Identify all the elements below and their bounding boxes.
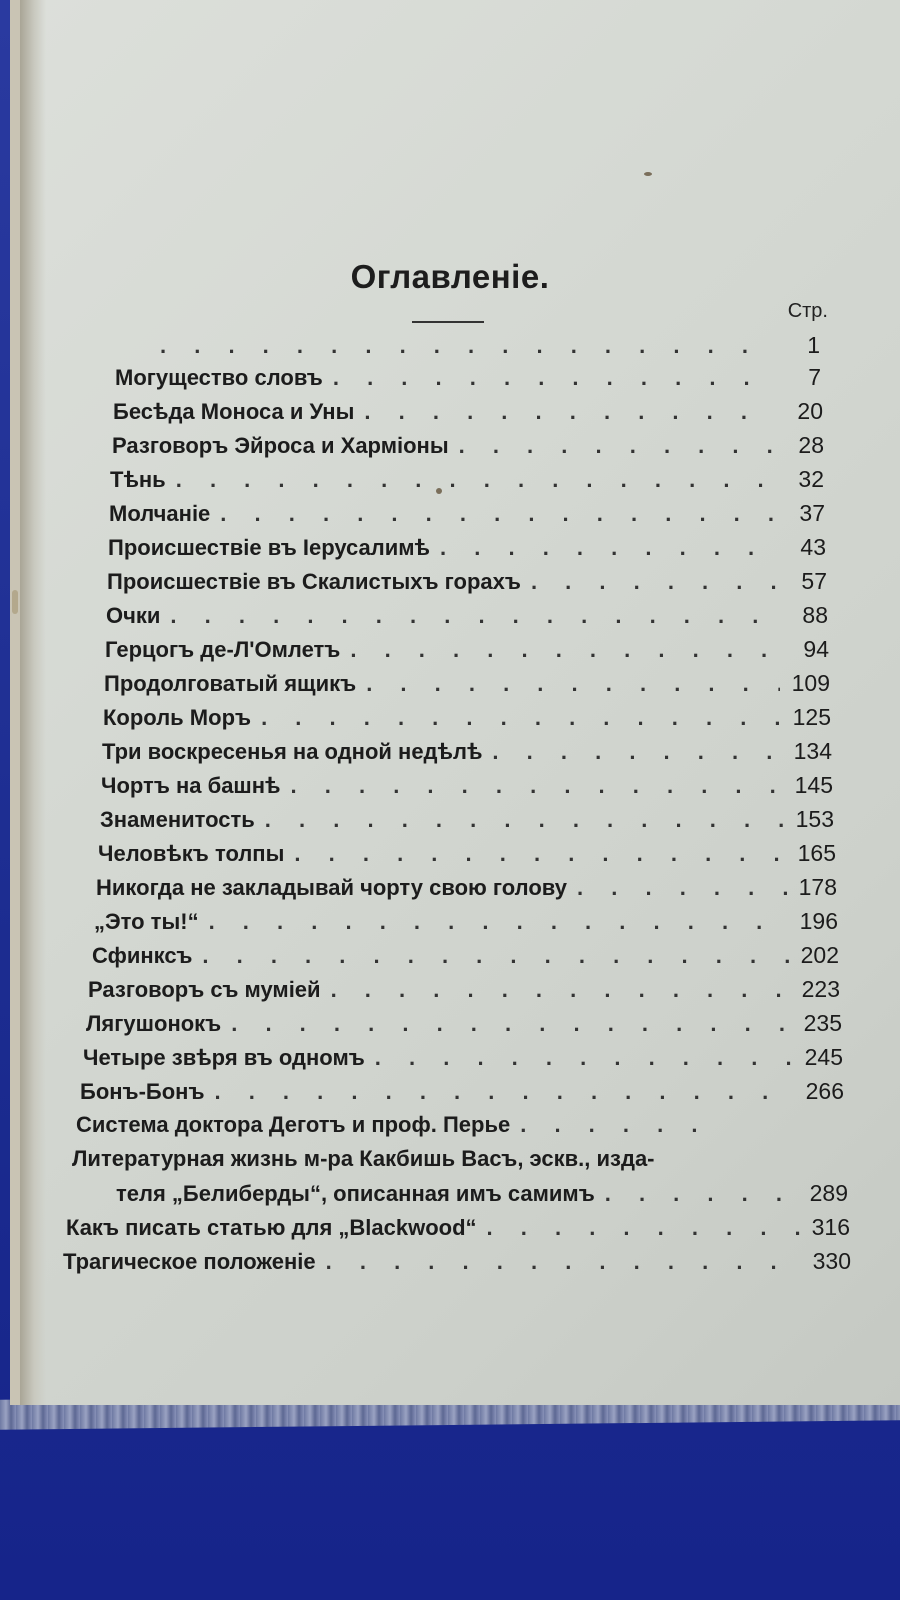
entry-page: 88 <box>802 602 828 628</box>
entry-page: 202 <box>800 942 839 968</box>
toc-entry <box>83 1044 843 1071</box>
entry-title: Король Моръ <box>103 705 252 730</box>
entry-title: Какъ писать статью для „Blackwood“ <box>66 1215 477 1240</box>
toc-entry <box>66 1214 850 1241</box>
entry-title: Тѣнь <box>110 467 166 492</box>
leader-dots <box>202 943 789 969</box>
toc-entry <box>63 1248 851 1275</box>
toc-entry <box>150 332 820 359</box>
leader-dots <box>366 671 780 697</box>
leader-dots <box>577 875 787 901</box>
entry-page: 37 <box>799 500 825 526</box>
toc-entry <box>88 976 840 1003</box>
entry-page: 178 <box>798 874 837 900</box>
leader-dots <box>170 603 778 629</box>
entry-page: 94 <box>803 636 829 662</box>
entry-page: 165 <box>797 840 836 866</box>
leader-dots <box>350 637 779 663</box>
entry-title: Разговоръ съ муміей <box>88 977 321 1002</box>
toc-entry <box>101 772 833 799</box>
entry-page: 20 <box>797 398 823 424</box>
entry-title: Бесѣда Моноса и Уны <box>113 399 355 424</box>
entry-page: 245 <box>804 1044 843 1070</box>
toc-entry <box>103 704 831 731</box>
paper-speck <box>436 488 442 494</box>
entry-page: 289 <box>809 1180 848 1206</box>
toc-entry <box>112 432 824 459</box>
leader-dots <box>364 399 773 425</box>
toc-entry <box>86 1010 842 1037</box>
toc-entry <box>92 942 839 969</box>
paper-speck <box>12 590 18 614</box>
leader-dots <box>220 501 775 527</box>
entry-title: Лягушонокъ <box>86 1011 222 1036</box>
entry-page: 223 <box>801 976 840 1002</box>
toc-entry <box>98 840 836 867</box>
entry-title: Разговоръ Эйроса и Харміоны <box>112 433 449 458</box>
page-column-label: Стр. <box>787 300 828 322</box>
toc-entry <box>108 534 826 561</box>
entry-page: 28 <box>798 432 824 458</box>
entry-page: 32 <box>798 466 824 492</box>
leader-dots <box>375 1045 793 1071</box>
entry-page: 7 <box>808 364 821 390</box>
entry-title: Бонъ-Бонъ <box>80 1079 205 1104</box>
toc-entry <box>106 602 828 629</box>
entry-title: Происшествіе въ Іерусалимѣ <box>108 535 431 560</box>
entry-title: Человѣкъ толпы <box>98 841 285 866</box>
toc-entry-first-line: Литературная жизнь м-ра Какбишь Васъ, эскв., изда- <box>72 1146 655 1171</box>
leader-dots <box>176 467 774 493</box>
toc-entry <box>105 636 829 663</box>
leader-dots <box>294 841 786 867</box>
toc-entry <box>115 364 821 391</box>
entry-title: Три воскресенья на одной недѣлѣ <box>102 739 483 764</box>
leader-dots <box>459 433 774 459</box>
entry-page: 1 <box>807 332 820 358</box>
toc-entry <box>94 908 838 935</box>
toc-entry <box>109 500 825 527</box>
entry-title: теля „Белиберды“, описанная имъ самимъ <box>116 1181 595 1206</box>
toc-entry <box>96 874 837 901</box>
toc-entry <box>113 398 823 425</box>
leader-dots <box>605 1181 798 1207</box>
entry-title: Система доктора Деготъ и проф. Перье <box>76 1112 511 1137</box>
leader-dots <box>492 739 782 765</box>
toc-entry <box>110 466 824 493</box>
leader-dots <box>440 535 776 561</box>
entry-page: 134 <box>793 738 832 764</box>
toc-entry <box>116 1180 848 1207</box>
entry-title: Очки <box>106 603 161 628</box>
entry-title: Знаменитость <box>100 807 255 832</box>
entry-title: Происшествіе въ Скалистыхъ горахъ <box>107 569 521 594</box>
entry-page: 235 <box>803 1010 842 1036</box>
entry-title: „Это ты!“ <box>94 909 199 934</box>
leader-dots <box>326 1249 801 1275</box>
leader-dots <box>333 365 771 391</box>
toc-entry <box>104 670 830 697</box>
toc-entry <box>80 1078 844 1105</box>
leader-dots <box>520 1112 716 1138</box>
entry-title: Могущество словъ <box>115 365 323 390</box>
entry-title: Чортъ на башнѣ <box>101 773 281 798</box>
entry-title: Молчаніе <box>109 501 211 526</box>
toc-entry <box>107 568 827 595</box>
leader-dots <box>331 977 790 1003</box>
toc-entry <box>76 1112 766 1138</box>
leader-dots <box>261 705 781 731</box>
entry-title: Продолговатый ящикъ <box>104 671 357 696</box>
entry-title: Трагическое положеніе <box>63 1249 316 1274</box>
entry-page: 43 <box>800 534 826 560</box>
entry-title: Сфинксъ <box>92 943 193 968</box>
entry-page: 145 <box>794 772 833 798</box>
entry-page: 316 <box>811 1214 850 1240</box>
toc-entry <box>100 806 834 833</box>
entry-page: 266 <box>805 1078 844 1104</box>
leader-dots <box>209 909 788 935</box>
entry-page: 196 <box>799 908 838 934</box>
toc-entry <box>102 738 832 765</box>
leader-dots <box>531 569 777 595</box>
entry-title: Никогда не закладывай чорту свою голову <box>96 875 568 900</box>
leader-dots <box>160 333 770 359</box>
leader-dots <box>231 1011 792 1037</box>
entry-page: 330 <box>812 1248 851 1274</box>
paper-speck <box>644 172 652 176</box>
entry-page: 153 <box>795 806 834 832</box>
entry-title: Четыре звѣря въ одномъ <box>83 1045 365 1070</box>
entry-page: 57 <box>801 568 827 594</box>
leader-dots <box>291 773 783 799</box>
entry-page: 125 <box>792 704 831 730</box>
leader-dots <box>214 1079 794 1105</box>
leader-dots <box>487 1215 800 1241</box>
entry-page: 109 <box>791 670 830 696</box>
page-title: Оглавленіе. <box>350 258 550 295</box>
leader-dots <box>265 807 784 833</box>
entry-title: Герцогъ де-Л'Омлетъ <box>105 637 341 662</box>
